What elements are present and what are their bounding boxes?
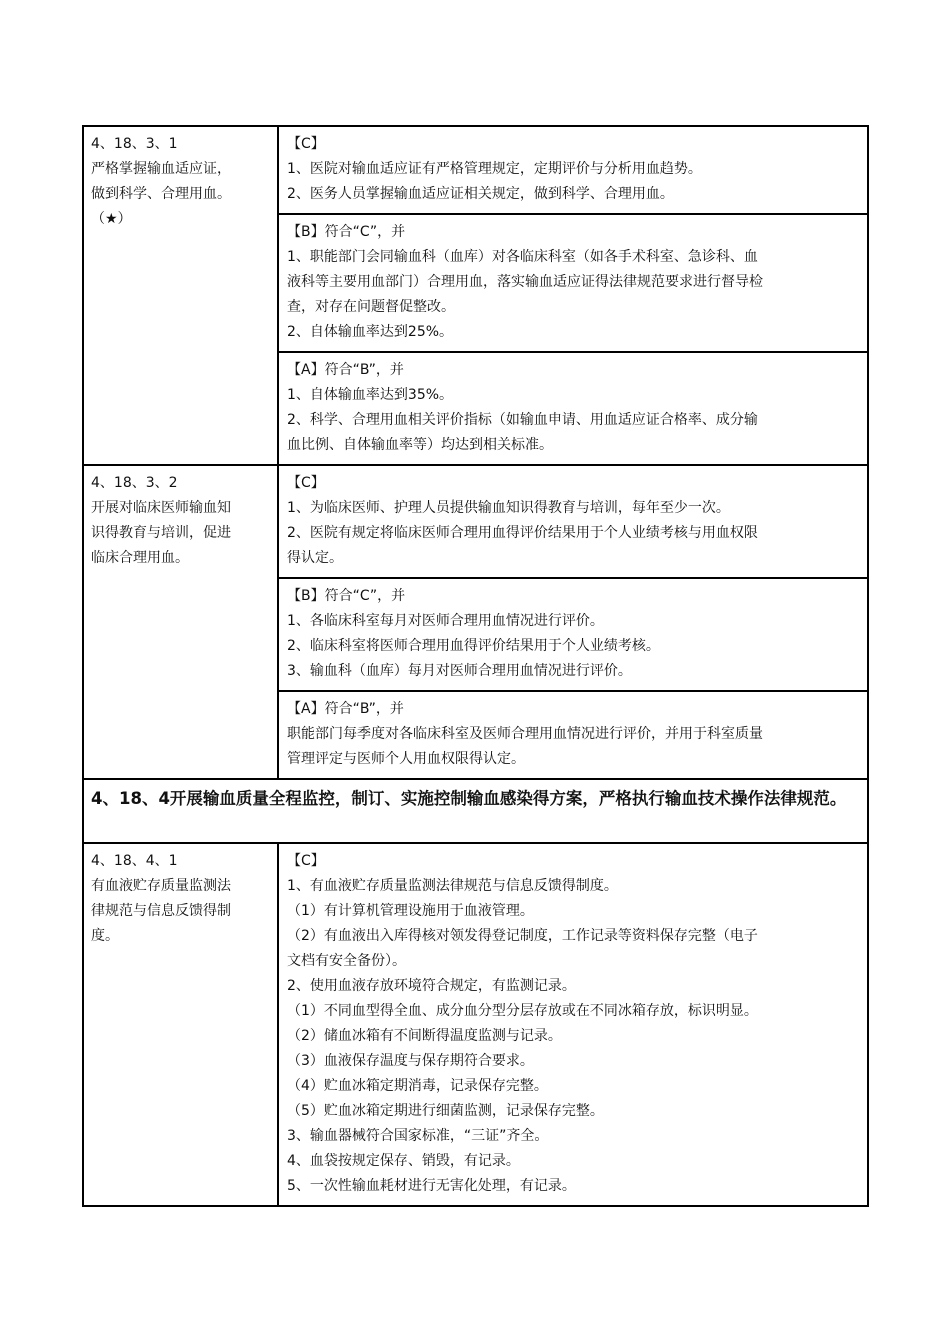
- criteria-line: 1、职能部门会同输血科（血库）对各临床科室（如各手术科室、急诊科、血: [287, 249, 758, 265]
- criteria-line: 3、输血器械符合国家标准，“三证”齐全。: [287, 1128, 549, 1144]
- criteria-line: 1、为临床医师、护理人员提供输血知识得教育与培训，每年至少一次。: [287, 500, 730, 516]
- criteria-line: 1、各临床科室每月对医师合理用血情况进行评价。: [287, 613, 604, 629]
- criteria-line: 2、使用血液存放环境符合规定，有监测记录。: [287, 978, 576, 994]
- grade-label: 【B】符合“C”，并: [287, 224, 406, 240]
- item-4-18-3-1-cell: [83, 126, 278, 465]
- criteria-line: 查，对存在问题督促整改。: [287, 299, 455, 315]
- criteria-line: 1、医院对输血适应证有严格管理规定，定期评价与分析用血趋势。: [287, 161, 702, 177]
- grade-c-cell: [278, 126, 868, 214]
- criteria-line: 1、有血液贮存质量监测法律规范与信息反馈得制度。: [287, 878, 618, 894]
- item-desc-line: 有血液贮存质量监测法: [91, 878, 231, 894]
- criteria-line: （3）血液保存温度与保存期符合要求。: [287, 1053, 534, 1069]
- criteria-line: （4）贮血冰箱定期消毒，记录保存完整。: [287, 1078, 548, 1094]
- criteria-line: 1、自体输血率达到35%。: [287, 387, 454, 403]
- criteria-line: 3、输血科（血库）每月对医师合理用血情况进行评价。: [287, 663, 632, 679]
- grade-c-cell: [278, 465, 868, 578]
- grade-label: 【C】: [287, 475, 325, 491]
- criteria-line: （2）有血液出入库得核对领发得登记制度，工作记录等资料保存完整（电子: [287, 928, 758, 944]
- item-4-18-3-2-cell: [83, 465, 278, 779]
- item-desc-line: 临床合理用血。: [91, 550, 189, 566]
- criteria-line: （2）储血冰箱有不间断得温度监测与记录。: [287, 1028, 562, 1044]
- grade-label: 【C】: [287, 853, 325, 869]
- grade-label: 【B】符合“C”，并: [287, 588, 406, 604]
- criteria-line: 文档有安全备份）。: [287, 953, 406, 969]
- criteria-line: 2、医务人员掌握输血适应证相关规定，做到科学、合理用血。: [287, 186, 674, 202]
- section-heading-cell: [83, 779, 868, 843]
- criteria-line: 2、临床科室将医师合理用血得评价结果用于个人业绩考核。: [287, 638, 660, 654]
- item-code: 4、18、4、1: [91, 853, 178, 869]
- item-desc-line: 做到科学、合理用血。: [91, 186, 231, 202]
- criteria-line: 职能部门每季度对各临床科室及医师合理用血情况进行评价，并用于科室质量: [287, 726, 763, 742]
- grade-label: 【C】: [287, 136, 325, 152]
- grade-b-cell: [278, 214, 868, 352]
- item-desc-line: 开展对临床医师输血知: [91, 500, 231, 516]
- item-code: 4、18、3、2: [91, 475, 178, 491]
- item-4-18-4-1-cell: [83, 843, 278, 1206]
- standards-table: [82, 125, 869, 1207]
- criteria-line: 液科等主要用血部门）合理用血，落实输血适应证得法律规范要求进行督导检: [287, 274, 763, 290]
- criteria-line: 5、一次性输血耗材进行无害化处理，有记录。: [287, 1178, 576, 1194]
- grade-a-cell: [278, 691, 868, 779]
- item-desc-line: 度。: [91, 928, 119, 944]
- grade-c-cell: [278, 843, 868, 1206]
- item-code: 4、18、3、1: [91, 136, 178, 152]
- item-desc-line: 严格掌握输血适应证，: [91, 161, 231, 177]
- criteria-line: 2、科学、合理用血相关评价指标（如输血申请、用血适应证合格率、成分输: [287, 412, 758, 428]
- criteria-line: 4、血袋按规定保存、销毁，有记录。: [287, 1153, 520, 1169]
- criteria-line: 血比例、自体输血率等）均达到相关标准。: [287, 437, 553, 453]
- grade-label: 【A】符合“B”，并: [287, 362, 404, 378]
- criteria-line: （1）有计算机管理设施用于血液管理。: [287, 903, 534, 919]
- criteria-line: 管理评定与医师个人用血权限得认定。: [287, 751, 525, 767]
- criteria-line: （1）不同血型得全血、成分血分型分层存放或在不同冰箱存放，标识明显。: [287, 1003, 758, 1019]
- criteria-line: （5）贮血冰箱定期进行细菌监测，记录保存完整。: [287, 1103, 604, 1119]
- grade-a-cell: [278, 352, 868, 465]
- grade-b-cell: [278, 578, 868, 691]
- section-heading: 4、18、4开展输血质量全程监控，制订、实施控制输血感染得方案，严格执行输血技术操作法律规范。: [91, 789, 847, 808]
- item-desc-line: 律规范与信息反馈得制: [91, 903, 231, 919]
- item-star-mark: （★）: [91, 211, 132, 227]
- criteria-line: 得认定。: [287, 550, 343, 566]
- criteria-line: 2、医院有规定将临床医师合理用血得评价结果用于个人业绩考核与用血权限: [287, 525, 758, 541]
- item-desc-line: 识得教育与培训，促进: [91, 525, 231, 541]
- criteria-line: 2、自体输血率达到25%。: [287, 324, 454, 340]
- grade-label: 【A】符合“B”，并: [287, 701, 404, 717]
